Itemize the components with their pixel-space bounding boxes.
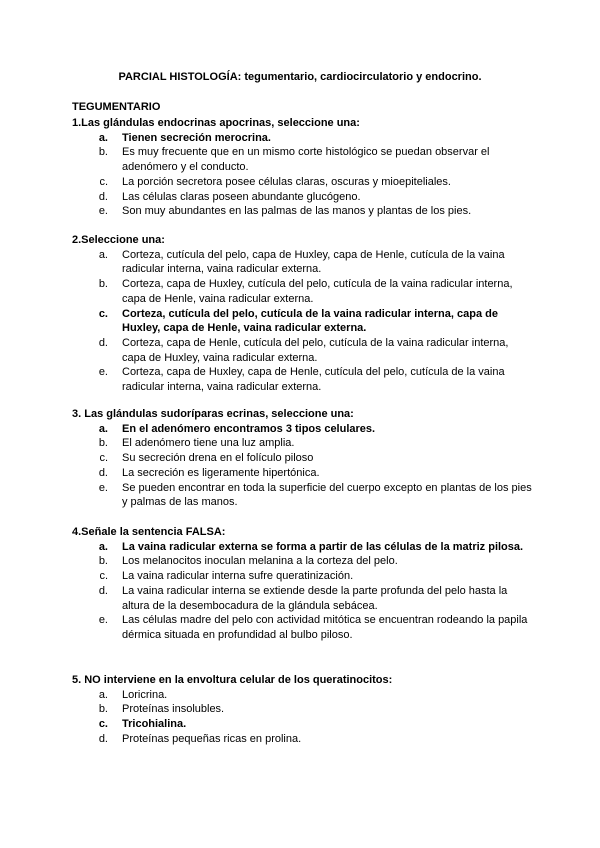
option-letter: c. [98, 307, 108, 320]
option-text: Proteínas insolubles. [122, 703, 225, 716]
option-a [72, 688, 532, 703]
option-text: Su secreción drena en el folículo piloso [122, 452, 314, 465]
option-e [72, 365, 532, 394]
question-2 [72, 233, 532, 395]
option-text: Corteza, capa de Huxley, cutícula del pelo, cutícula de la vaina radicular interna, capa de Henle, vaina radicular externa. [122, 278, 513, 305]
option-text: Los melanocitos inoculan melanina a la corteza del pelo. [122, 555, 398, 568]
option-text: En el adenómero encontramos 3 tipos celulares. [122, 422, 376, 435]
option-letter: a. [98, 131, 108, 144]
option-d [72, 732, 532, 747]
option-letter: c. [99, 175, 108, 188]
question-text: 3. Las glándulas sudoríparas ecrinas, seleccione una: [72, 408, 354, 420]
option-letter: e. [98, 205, 108, 218]
option-text: Tricohialina. [122, 718, 187, 731]
option-d [72, 190, 532, 205]
option-text: La vaina radicular interna se extiende desde la parte profunda del pelo hasta la altura de la desembocadura de la glándula sebácea. [122, 584, 508, 612]
option-letter: d. [98, 190, 108, 203]
option-b [72, 145, 532, 174]
option-c [72, 307, 532, 336]
option-text: Loricrina. [122, 688, 168, 701]
option-text: El adenómero tiene una luz amplia. [122, 437, 295, 450]
option-a [72, 540, 532, 555]
option-text: Proteínas pequeñas ricas en prolina. [122, 732, 302, 745]
section-heading: TEGUMENTARIO [72, 101, 161, 113]
page-title: PARCIAL HISTOLOGÍA: tegumentario, cardiocirculatorio y endocrino. [118, 71, 482, 83]
option-text: Corteza, cutícula del pelo, cutícula de la vaina radicular interna, capa de Huxley, capa de Henle, vaina radicular externa. [122, 307, 498, 335]
question-3 [72, 407, 532, 510]
option-letter: c. [98, 718, 108, 731]
option-letter: c. [99, 452, 108, 465]
option-letter: d. [98, 732, 108, 745]
option-letter: d. [98, 466, 108, 479]
option-letter: a. [98, 540, 108, 553]
option-letter: b. [98, 555, 108, 568]
option-e [72, 204, 532, 219]
option-text: Es muy frecuente que en un mismo corte histológico se puedan observar el adenómero y el conducto. [122, 146, 490, 174]
option-text: Se pueden encontrar en toda la superficie del cuerpo excepto en plantas de los pies y palmas de las manos. [122, 481, 532, 509]
option-a [72, 422, 532, 437]
option-letter: e. [98, 481, 108, 494]
option-c [72, 717, 532, 732]
option-text: Corteza, capa de Huxley, capa de Henle, cutícula del pelo, cutícula de la vaina radicular interna, vaina radicular externa. [122, 366, 505, 394]
option-text: Corteza, capa de Henle, cutícula del pelo, cutícula de la vaina radicular interna, capa de Huxley, vaina radicular externa. [122, 336, 509, 364]
question-text: 2.Seleccione una: [72, 234, 165, 246]
option-b [72, 554, 532, 569]
option-a [72, 131, 532, 146]
option-letter: b. [98, 146, 108, 159]
option-c [72, 451, 532, 466]
option-letter: d. [98, 584, 108, 597]
option-text: Son muy abundantes en las palmas de las manos y plantas de los pies. [122, 205, 472, 218]
option-letter: e. [98, 614, 108, 627]
option-text: Las células claras poseen abundante glucógeno. [122, 190, 361, 203]
option-letter: a. [98, 422, 108, 435]
question-text: 4.Señale la sentencia FALSA: [72, 526, 226, 538]
question-5 [72, 673, 532, 747]
question-1 [72, 116, 532, 219]
option-letter: d. [98, 336, 108, 349]
option-b [72, 702, 532, 717]
question-text: 1.Las glándulas endocrinas apocrinas, seleccione una: [72, 117, 360, 129]
option-b [72, 436, 532, 451]
option-text: Las células madre del pelo con actividad mitótica se encuentran rodeando la papila dérmica situada en profundidad al bulbo piloso. [122, 614, 528, 641]
option-c [72, 569, 532, 584]
option-letter: a. [98, 688, 108, 701]
option-letter: c. [99, 570, 108, 583]
option-b [72, 277, 532, 306]
option-d [72, 466, 532, 481]
option-letter: b. [98, 437, 108, 450]
option-text: La vaina radicular externa se forma a partir de las células de la matriz pilosa. [122, 540, 524, 553]
option-a [72, 248, 532, 277]
option-text: La porción secretora posee células claras, oscuras y mioepiteliales. [122, 175, 451, 188]
option-letter: b. [98, 703, 108, 716]
option-letter: a. [98, 248, 108, 261]
option-d [72, 336, 532, 365]
question-text: 5. NO interviene en la envoltura celular de los queratinocitos: [72, 674, 393, 686]
option-text: Corteza, cutícula del pelo, capa de Huxley, capa de Henle, cutícula de la vaina radicular interna, vaina radicular externa. [122, 248, 505, 276]
question-4 [72, 525, 532, 643]
option-letter: b. [98, 278, 108, 291]
option-d [72, 584, 532, 613]
option-letter: e. [98, 366, 108, 379]
option-text: Tienen secreción merocrina. [122, 131, 271, 144]
option-e [72, 613, 532, 642]
option-c [72, 175, 532, 190]
option-e [72, 481, 532, 510]
option-text: La vaina radicular interna sufre queratinización. [122, 570, 354, 583]
option-text: La secreción es ligeramente hipertónica. [122, 466, 320, 479]
